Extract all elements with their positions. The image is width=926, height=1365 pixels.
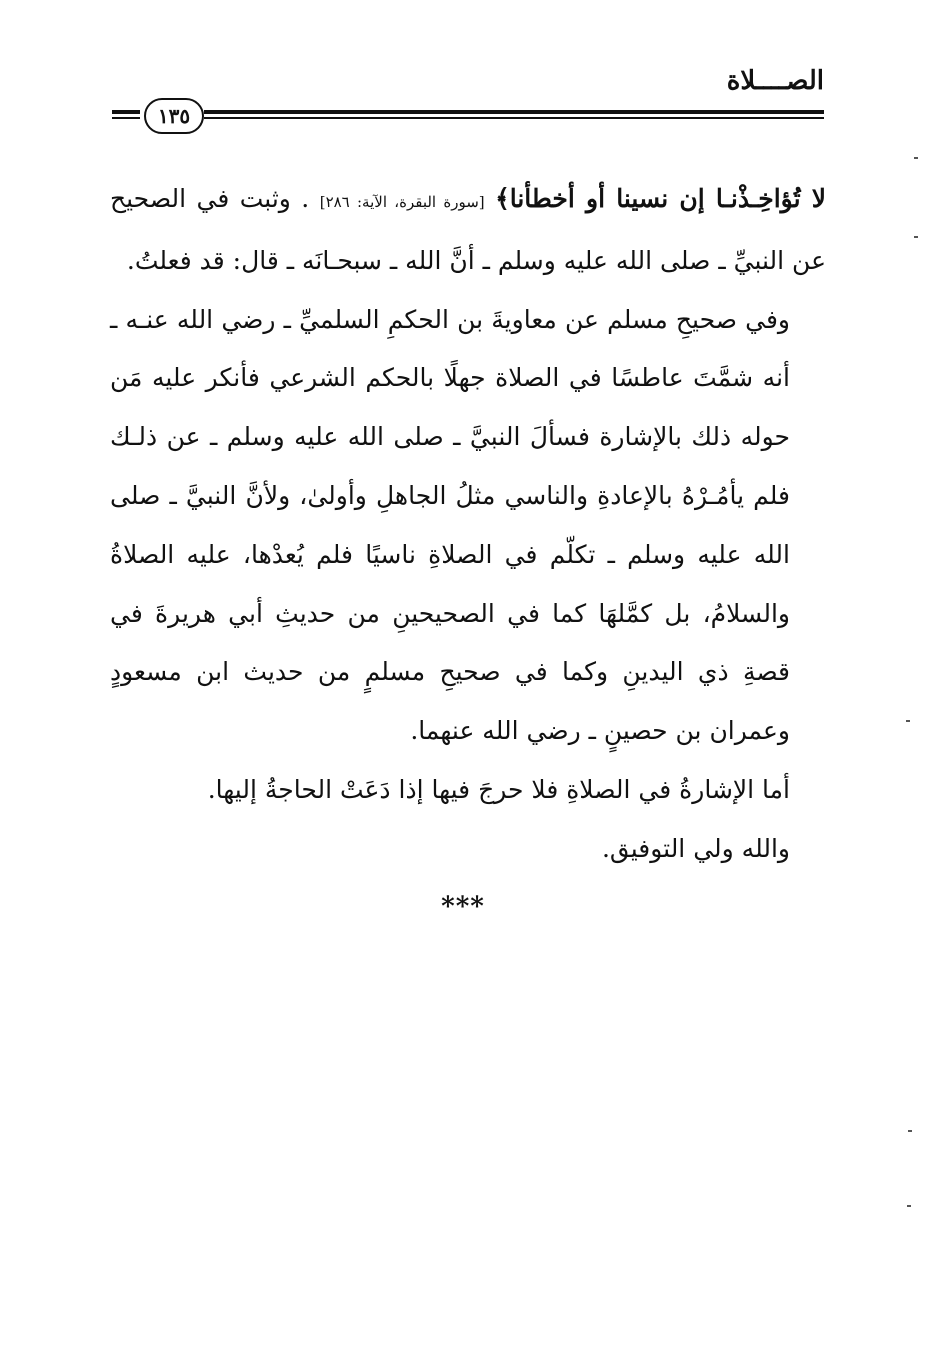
scan-speck — [914, 157, 918, 159]
scan-speck — [914, 236, 918, 238]
scan-speck — [908, 1130, 912, 1132]
page-header — [112, 62, 824, 132]
quran-verse: لا تُؤاخِـذْنـا إن نسينا أو أخطأنا﴾ — [495, 184, 826, 213]
verse-reference: [سورة البقرة، الآية: ٢٨٦] — [319, 193, 485, 211]
page-body — [110, 170, 826, 879]
header-rule-thin — [204, 117, 824, 119]
paragraph-1-text: . وثبت في الصحيح عن النبيِّ ـ صلى الله عليه وسلم ـ أنَّ الله ـ سبحـانَه ـ قال: قد فعلتُ. — [110, 184, 826, 275]
paragraph-3: أما الإشارةُ في الصلاةِ فلا حرجَ فيها إذا دَعَتْ الحاجةُ إليها. — [207, 774, 790, 804]
header-rule-left-thin — [112, 117, 140, 119]
chapter-title: الصــــلاة — [726, 66, 824, 96]
paragraph-4: والله ولي التوفيق. — [601, 833, 790, 863]
header-rule-left-thick — [112, 110, 140, 114]
paragraph-1 — [110, 170, 826, 291]
page-number: ١٣٥ — [144, 98, 204, 134]
scan-speck — [907, 1205, 911, 1207]
header-rule-thick — [204, 110, 824, 114]
section-separator: *** — [441, 892, 485, 922]
scan-speck — [906, 720, 910, 722]
paragraph-2: وفي صحيحِ مسلم عن معاويةَ بن الحكمِ السلميِّ ـ رضي الله عنـه ـ أنه شمَّتَ عاطسًا في الصلاة جهلًا بالحكم الشرعي فأنكر عليه مَن حوله ذلك بالإشارة فسألَ النبيَّ ـ صلى الله عليه وسلم ـ عن ذلـك فلم يأمُـرْهُ بالإعادةِ والناسي مثلُ الجاهلِ وأولىٰ، ولأنَّ النبيَّ ـ صلى الله عليه وسلم ـ تكلّم في الصلاةِ ناسيًا فلم يُعدْها، عليه الصلاةُ والسلامُ، بل كمَّلهَا كما في الصحيحينِ من حديثِ أبي هريرةَ في قصةِ ذي اليدينِ وكما في صحيحِ مسلمٍ من حديث ابن مسعودٍ وعمران بن حصينٍ ـ رضي الله عنهما. — [110, 304, 790, 746]
